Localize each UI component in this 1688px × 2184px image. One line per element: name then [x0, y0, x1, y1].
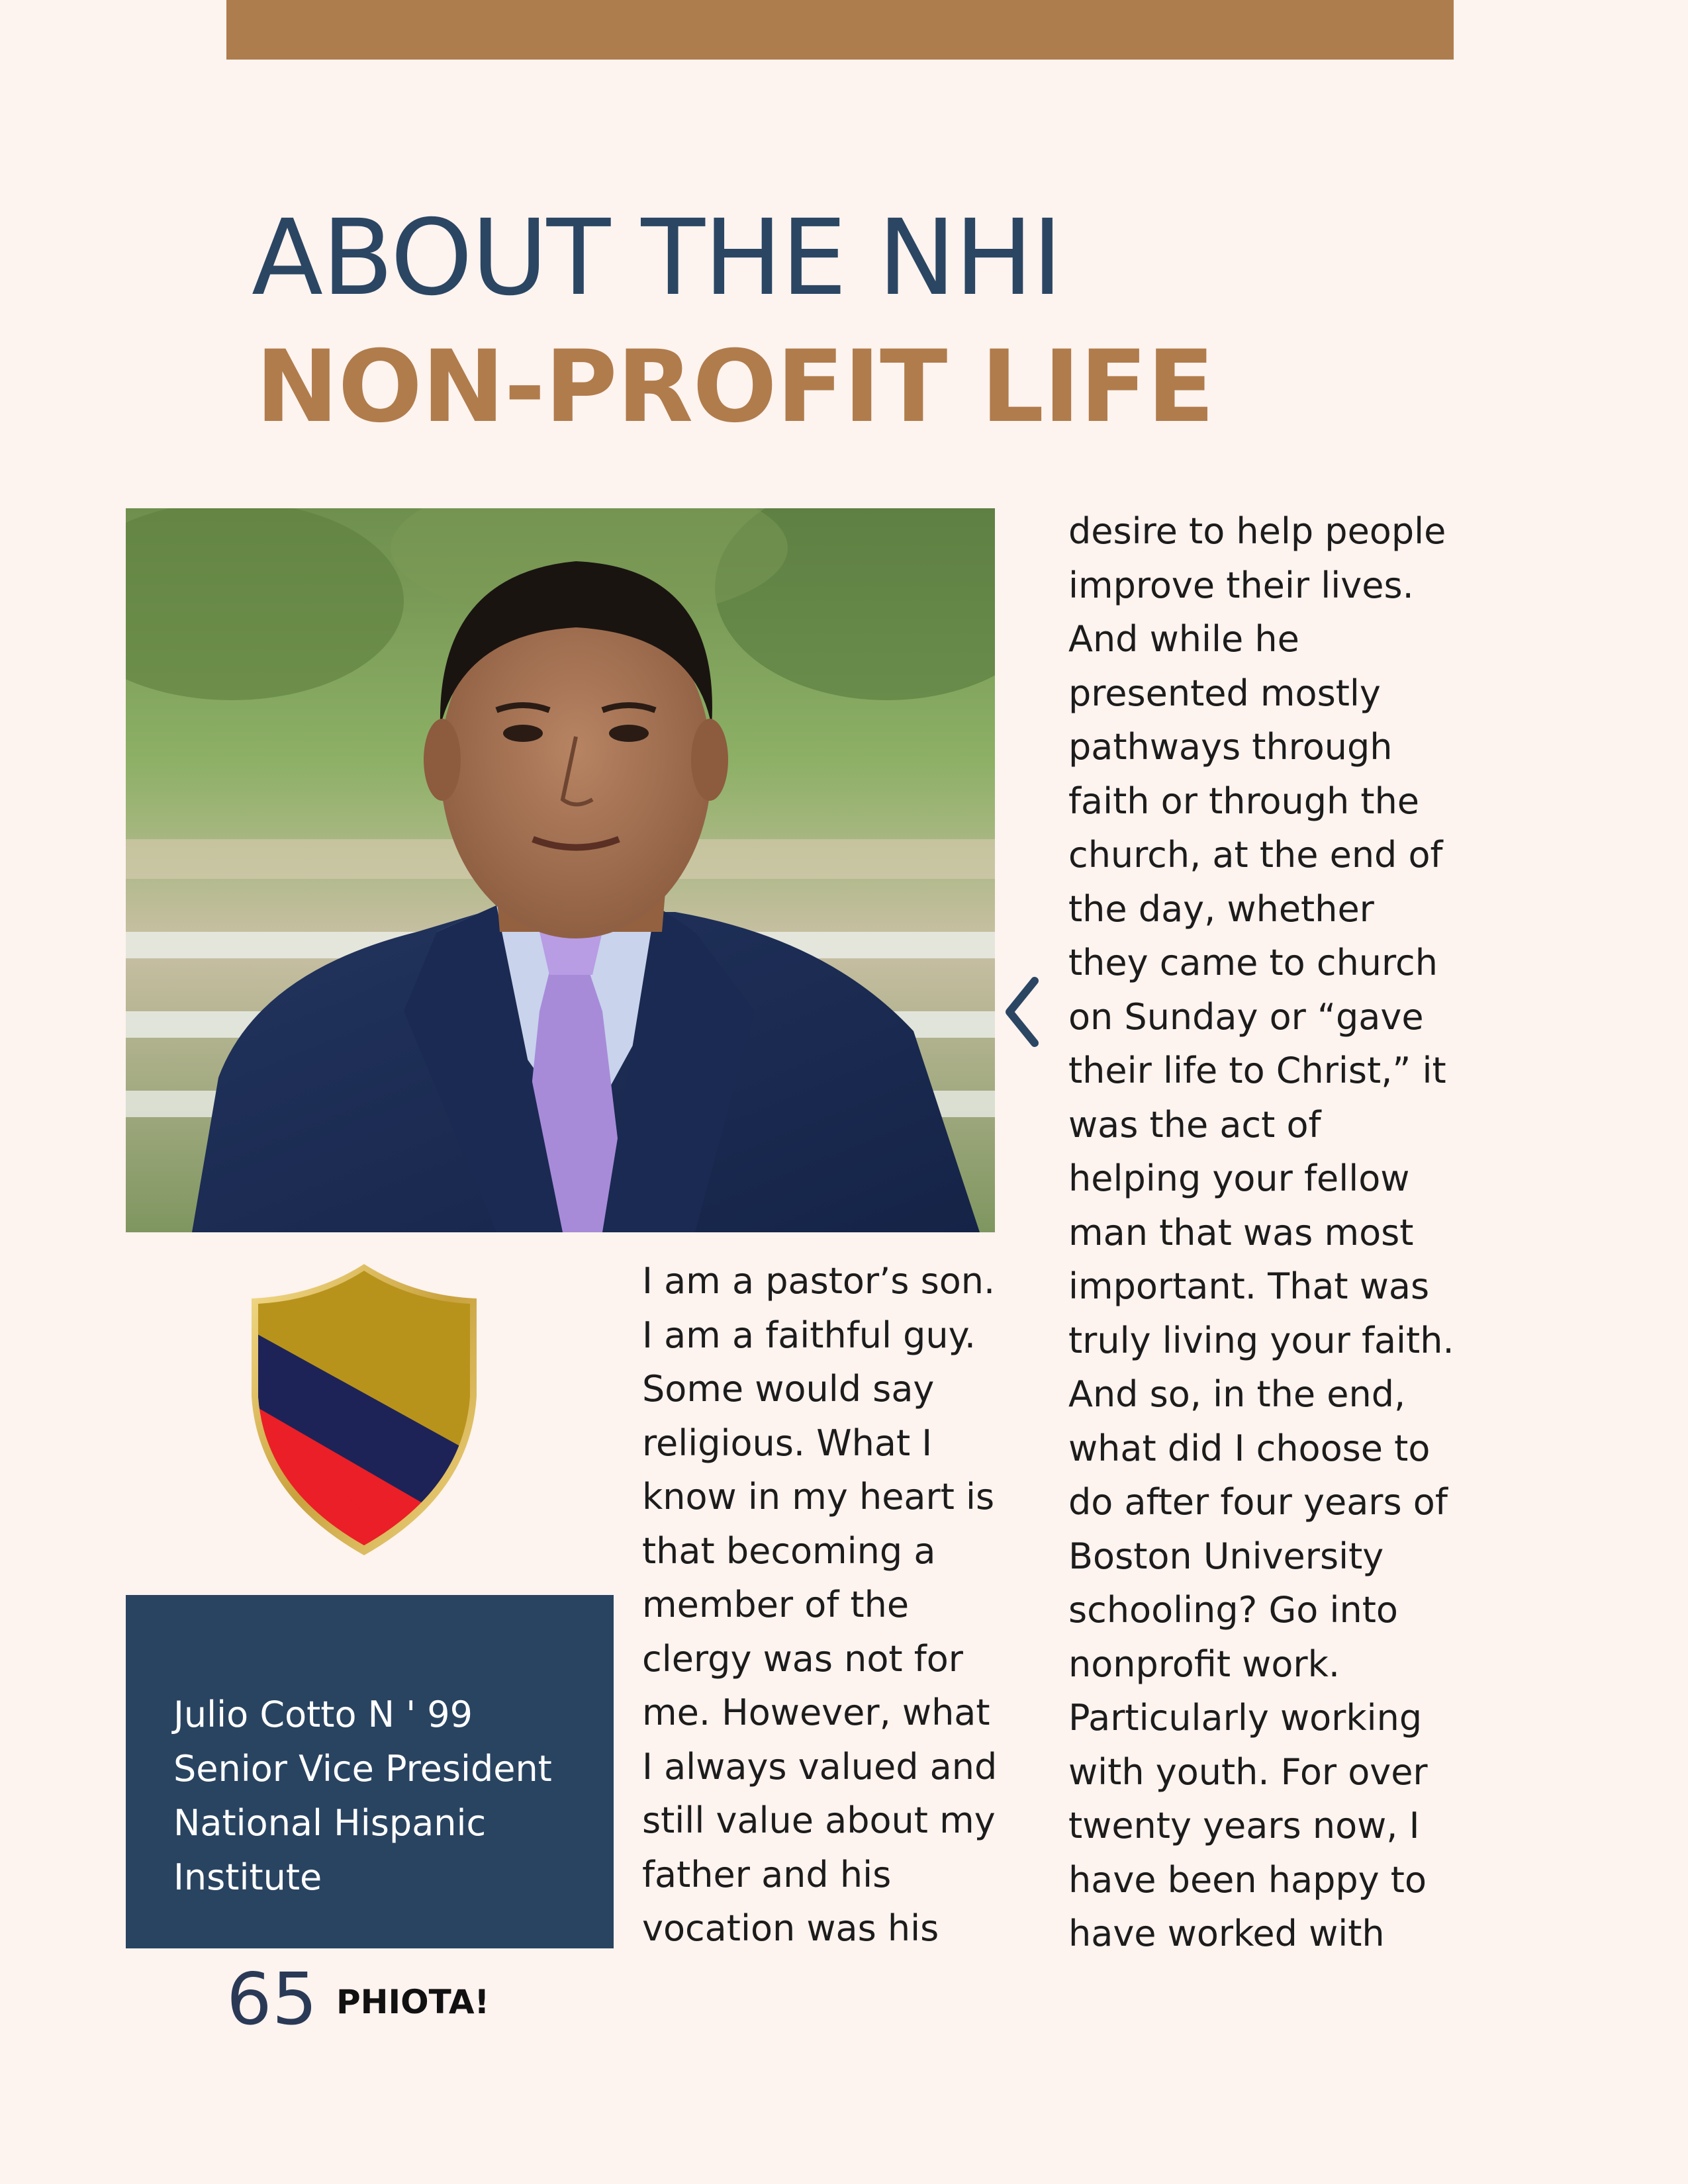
body-line: pathways through	[1068, 726, 1393, 768]
body-line: the day, whether	[1068, 887, 1374, 930]
page-title: ABOUT THE NHI	[252, 197, 1062, 319]
body-line: twenty years now, I	[1068, 1805, 1420, 1846]
shield-icon	[238, 1264, 490, 1555]
body-line: clergy was not for	[642, 1637, 963, 1680]
body-line: helping your fellow	[1068, 1158, 1410, 1199]
body-line: And while he	[1068, 618, 1299, 660]
page-number: 65	[226, 1958, 318, 2041]
body-line: man that was most	[1068, 1211, 1414, 1253]
body-line: that becoming a	[642, 1529, 936, 1572]
caption-box	[126, 1595, 614, 1948]
body-line: desire to help people	[1068, 510, 1446, 552]
body-line: was the act of	[1068, 1103, 1321, 1146]
chevron-left-icon	[1003, 976, 1043, 1048]
body-line: schooling? Go into	[1068, 1589, 1398, 1631]
body-line: do after four years of	[1068, 1481, 1448, 1523]
body-line: vocation was his	[642, 1907, 939, 1949]
page-subtitle: NON-PROFIT LIFE	[256, 330, 1214, 445]
body-line: I am a faithful guy.	[642, 1314, 976, 1356]
portrait-photo	[126, 508, 995, 1232]
body-line: have worked with	[1068, 1913, 1385, 1954]
caption-title: Senior Vice President	[173, 1748, 552, 1790]
body-line: improve their lives.	[1068, 564, 1414, 606]
body-line: what did I choose to	[1068, 1427, 1430, 1469]
body-line: with youth. For over	[1068, 1751, 1428, 1793]
body-line: on Sunday or “gave	[1068, 995, 1424, 1038]
body-line: I always valued and	[642, 1745, 998, 1788]
caption-organization: National Hispanic	[173, 1802, 487, 1844]
body-line: presented mostly	[1068, 672, 1381, 714]
body-line: Boston University	[1068, 1535, 1384, 1577]
body-line: nonprofit work.	[1068, 1643, 1340, 1685]
body-line: know in my heart is	[642, 1476, 995, 1518]
magazine-name: PHIOTA!	[336, 1983, 490, 2021]
top-accent-bar	[226, 0, 1454, 60]
body-line: faith or through the	[1068, 780, 1420, 822]
body-line: me. However, what	[642, 1692, 990, 1733]
body-line: their life to Christ,” it	[1068, 1050, 1446, 1091]
body-column-right	[1068, 504, 1466, 1961]
body-line: they came to church	[1068, 942, 1438, 983]
body-line: have been happy to	[1068, 1858, 1427, 1901]
body-column-middle	[642, 1254, 1013, 1956]
body-line: Particularly working	[1068, 1697, 1423, 1739]
body-line: church, at the end of	[1068, 834, 1443, 876]
body-line: member of the	[642, 1584, 910, 1625]
body-line: still value about my	[642, 1799, 996, 1841]
body-line: father and his	[642, 1853, 892, 1895]
body-line: religious. What I	[642, 1422, 933, 1464]
body-line: important. That was	[1068, 1265, 1430, 1307]
body-line: Some would say	[642, 1368, 935, 1410]
body-line: truly living your faith.	[1068, 1319, 1454, 1361]
caption-organization-cont: Institute	[173, 1856, 322, 1898]
body-line: I am a pastor’s son.	[642, 1260, 996, 1302]
caption-name: Julio Cotto N ' 99	[173, 1694, 473, 1735]
body-line: And so, in the end,	[1068, 1373, 1406, 1415]
